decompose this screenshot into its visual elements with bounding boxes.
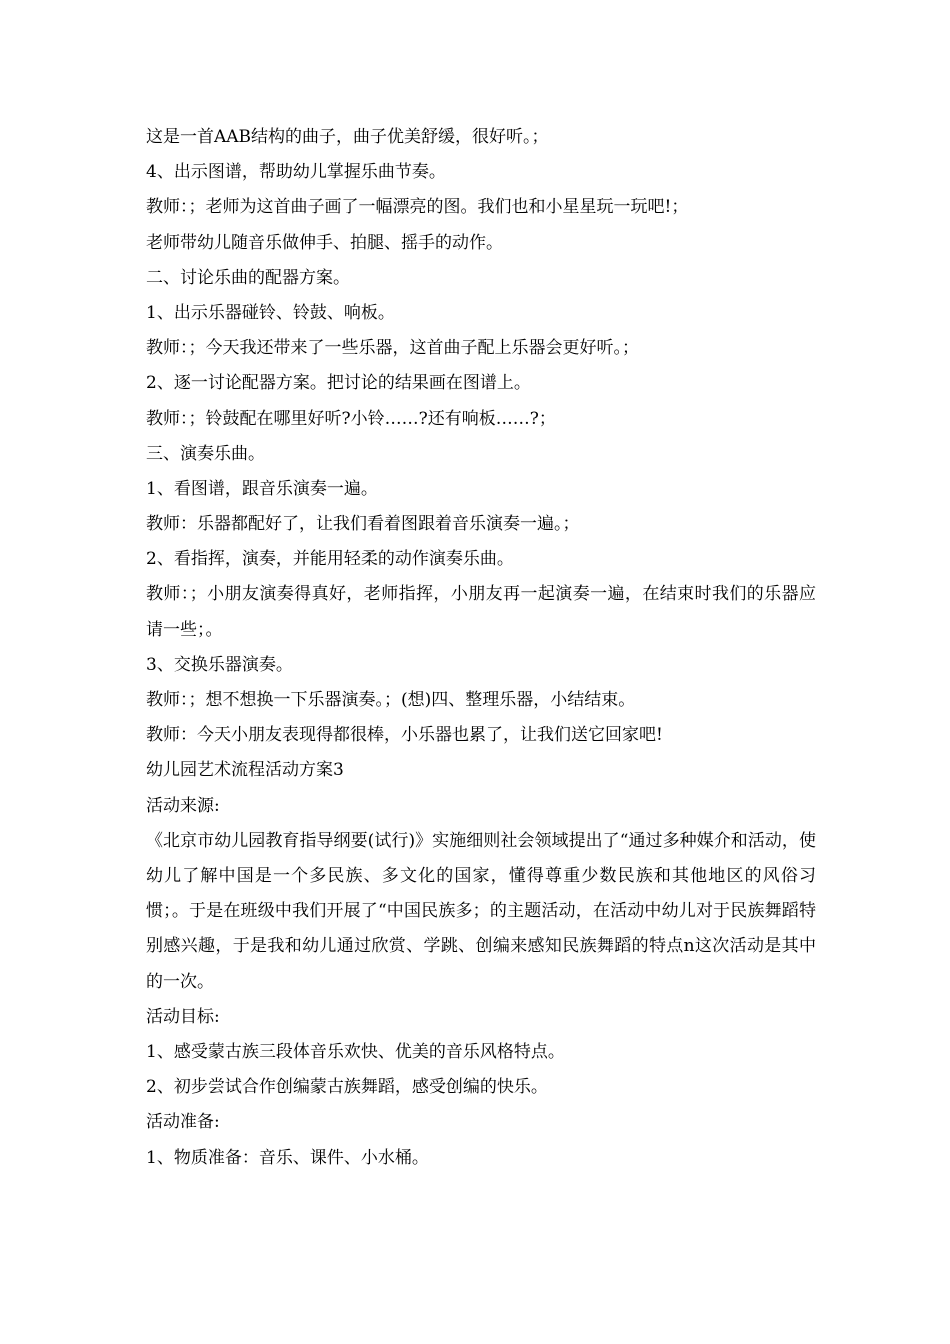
text-line: 教师：今天小朋友表现得都很棒，小乐器也累了，让我们送它回家吧!	[146, 725, 663, 746]
document-section-title: 幼儿园艺术流程活动方案3	[146, 760, 344, 781]
text-line: 4、出示图谱，帮助幼儿掌握乐曲节奏。	[146, 162, 446, 183]
text-line: 1、物质准备：音乐、课件、小水桶。	[146, 1147, 429, 1168]
text-line: 教师：；铃鼓配在哪里好听?小铃……?还有响板……?；	[146, 408, 556, 429]
text-line: 1、出示乐器碰铃、铃鼓、响板。	[146, 302, 395, 323]
text-line: 3、交换乐器演奏。	[146, 654, 293, 675]
document-body	[146, 120, 816, 1176]
section-heading: 活动目标:	[146, 1006, 220, 1027]
text-line: 2、初步尝试合作创编蒙古族舞蹈，感受创编的快乐。	[146, 1077, 548, 1098]
text-line: 2、逐一讨论配器方案。把讨论的结果画在图谱上。	[146, 373, 531, 394]
text-line: 教师：；今天我还带来了一些乐器，这首曲子配上乐器会更好听。；	[146, 338, 639, 359]
text-line: 1、看图谱，跟音乐演奏一遍。	[146, 478, 378, 499]
text-line: 教师：；老师为这首曲子画了一幅漂亮的图。我们也和小星星玩一玩吧!；	[146, 197, 689, 218]
text-line: 这是一首AAB结构的曲子，曲子优美舒缓，很好听。；	[146, 127, 549, 147]
text-line: 教师：；想不想换一下乐器演奏。；(想)四、整理乐器，小结结束。	[146, 690, 636, 711]
text-line: 1、感受蒙古族三段体音乐欢快、优美的音乐风格特点。	[146, 1041, 565, 1062]
text-line: 老师带幼儿随音乐做伸手、拍腿、摇手的动作。	[146, 232, 503, 253]
section-heading: 活动准备:	[146, 1112, 220, 1133]
paragraph: 教师：；小朋友演奏得真好，老师指挥，小朋友再一起演奏一遍，在结束时我们的乐器应请一些；。	[146, 584, 816, 640]
paragraph: 《北京市幼儿园教育指导纲要(试行)》实施细则社会领域提出了“通过多种媒介和活动，使幼儿了解中国是一个多民族、多文化的国家，懂得尊重少数民族和其他地区的风俗习惯；。于是在班级中我们开展了“中国民族多；的主题活动，在活动中幼儿对于民族舞蹈特别感兴趣，于是我和幼儿通过欣赏、学跳、创编来感知民族舞蹈的特点n这次活动是其中的一次。	[146, 830, 816, 992]
section-heading: 活动来源:	[146, 795, 220, 816]
text-line: 2、看指挥，演奏，并能用轻柔的动作演奏乐曲。	[146, 549, 514, 570]
section-heading: 二、讨论乐曲的配器方案。	[146, 267, 350, 288]
text-line: 教师：乐器都配好了，让我们看着图跟着音乐演奏一遍。；	[146, 514, 580, 535]
section-heading: 三、演奏乐曲。	[146, 443, 265, 464]
